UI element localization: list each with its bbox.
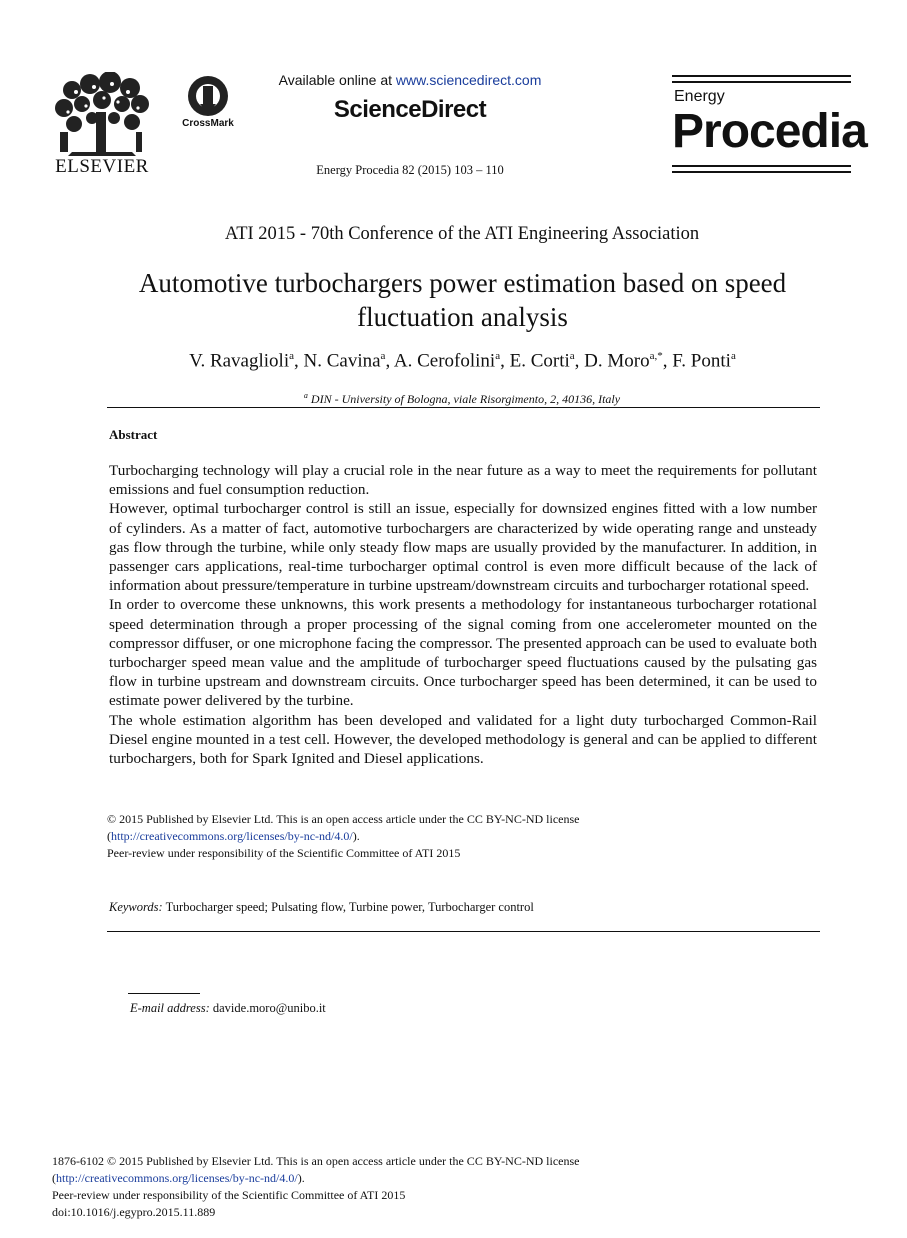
- paren: ).: [352, 829, 360, 843]
- license-line: © 2015 Published by Elsevier Ltd. This is an open access article under the CC BY-NC-ND license: [107, 812, 580, 826]
- author-affil-mark: a: [730, 350, 736, 362]
- affiliation: [100, 391, 824, 407]
- abstract-paragraph: In order to overcome these unknowns, this work presents a methodology for instantaneous turbocharger rotational speed determination through a proper processing of the signal coming from one accelerometer mounted on the compressor diffuser, or one microphone facing the compressor. The presented approach can be used to evaluate both turbocharger speed mean value and the amplitude of turbocharger speed fluctuations caused by the pulsating gas flow in turbine upstream and downstream circuits. Once turbocharger speed has been determined, it can be used to estimate power delivered by the turbine.: [109, 596, 817, 710]
- author-sep: ,: [662, 350, 673, 372]
- author-affil-mark: a: [495, 350, 501, 362]
- affiliation-mark: a: [303, 391, 308, 400]
- author-sep: ,: [500, 350, 510, 372]
- procedia-rule-top-2: [672, 81, 851, 83]
- license-link-line: [107, 828, 820, 845]
- author: E. Corti: [509, 350, 570, 372]
- available-online: [250, 72, 570, 88]
- author-affil-mark: a,*: [649, 350, 663, 362]
- author-sep: ,: [294, 350, 304, 372]
- sciencedirect-brand: ScienceDirect: [333, 96, 487, 123]
- conference-name: ATI 2015 - 70th Conference of the ATI Engineering Association: [224, 224, 700, 244]
- title-line-2: fluctuation analysis: [357, 302, 568, 332]
- available-prefix: Available online at: [278, 72, 396, 88]
- author: A. Cerofolini: [393, 350, 496, 372]
- email-label: E-mail address:: [130, 1001, 210, 1015]
- author: F. Ponti: [672, 350, 731, 372]
- email-address: davide.moro@unibo.it: [209, 1001, 326, 1015]
- author-sep: ,: [385, 350, 394, 372]
- abstract-paragraph: Turbocharging technology will play a crucial role in the near future as a way to meet the requirements for pollutant emissions and fuel consumption reduction.: [109, 462, 817, 499]
- paren: (: [52, 1171, 56, 1185]
- crossmark-label: CrossMark: [182, 118, 234, 129]
- corresponding-email: [130, 1001, 326, 1016]
- abstract-body: [109, 461, 817, 768]
- footer-license-link[interactable]: http://creativecommons.org/licenses/by-nc-nd/4.0/: [56, 1171, 298, 1185]
- author: N. Cavina: [303, 350, 381, 372]
- author-affil-mark: a: [289, 350, 294, 362]
- abstract-paragraph: The whole estimation algorithm has been developed and validated for a light duty turbocharged Common-Rail Diesel engine mounted in a test cell. However, the developed methodology is general and can be applied to different turbochargers, both for Spark Ignited and Diesel applications.: [109, 711, 817, 768]
- footer-doi: doi:10.1016/j.egypro.2015.11.889: [52, 1205, 216, 1219]
- author-affil-mark: a: [380, 350, 386, 362]
- footer-issn-line: 1876-6102 © 2015 Published by Elsevier Ltd. This is an open access article under the CC BY-NC-ND license: [52, 1154, 580, 1168]
- procedia-wordmark: Procedia: [672, 105, 867, 158]
- footer-review-line: Peer-review under responsibility of the Scientific Committee of ATI 2015: [52, 1188, 406, 1202]
- keywords: [109, 900, 534, 915]
- keywords-text: Turbocharger speed; Pulsating flow, Turbine power, Turbocharger control: [162, 900, 534, 914]
- title-line-1: Automotive turbochargers power estimation based on speed: [138, 268, 787, 298]
- paper-title: [90, 266, 835, 334]
- author: V. Ravaglioli: [189, 350, 290, 372]
- affiliation-text: DIN - University of Bologna, viale Risorgimento, 2, 40136, Italy: [307, 392, 621, 406]
- rule-above-abstract: [107, 407, 820, 408]
- abstract-heading: Abstract: [109, 427, 158, 442]
- author-sep: ,: [574, 350, 585, 372]
- paren: ).: [297, 1171, 305, 1185]
- procedia-rule-bottom-2: [672, 171, 851, 173]
- footnote-rule: [128, 993, 200, 994]
- license-block: [107, 811, 820, 862]
- author-list: [60, 350, 865, 372]
- procedia-energy-label: Energy: [674, 88, 725, 105]
- rule-below-keywords: [107, 931, 820, 932]
- abstract-paragraph: However, optimal turbocharger control is still an issue, especially for downsized engines fitted with a low number of cylinders. As a matter of fact, automotive turbochargers are characterized by wide operating range and unsteady gas flow through the turbine, while only steady flow maps are usually provided by the manufacturer. In addition, in passenger cars applications, real-time turbocharger optimal control is even more difficult because of the lack of information about pressure/temperature in turbine upstream/downstream circuits and turbocharger rotational speed.: [109, 500, 817, 595]
- procedia-rule-bottom: [672, 165, 851, 167]
- procedia-rule-top: [672, 75, 851, 77]
- peer-review-line: Peer-review under responsibility of the Scientific Committee of ATI 2015: [107, 846, 461, 860]
- author-affil-mark: a: [569, 350, 575, 362]
- journal-citation: Energy Procedia 82 (2015) 103 – 110: [316, 163, 504, 177]
- keywords-label: Keywords:: [109, 900, 163, 914]
- license-link[interactable]: http://creativecommons.org/licenses/by-nc-nd/4.0/: [111, 829, 353, 843]
- page-footer: [52, 1153, 812, 1221]
- paren: (: [107, 829, 111, 843]
- author: D. Moro: [584, 350, 650, 372]
- sciencedirect-link[interactable]: www.sciencedirect.com: [395, 72, 542, 88]
- elsevier-wordmark: ELSEVIER: [55, 156, 149, 177]
- footer-link-line: [52, 1170, 812, 1187]
